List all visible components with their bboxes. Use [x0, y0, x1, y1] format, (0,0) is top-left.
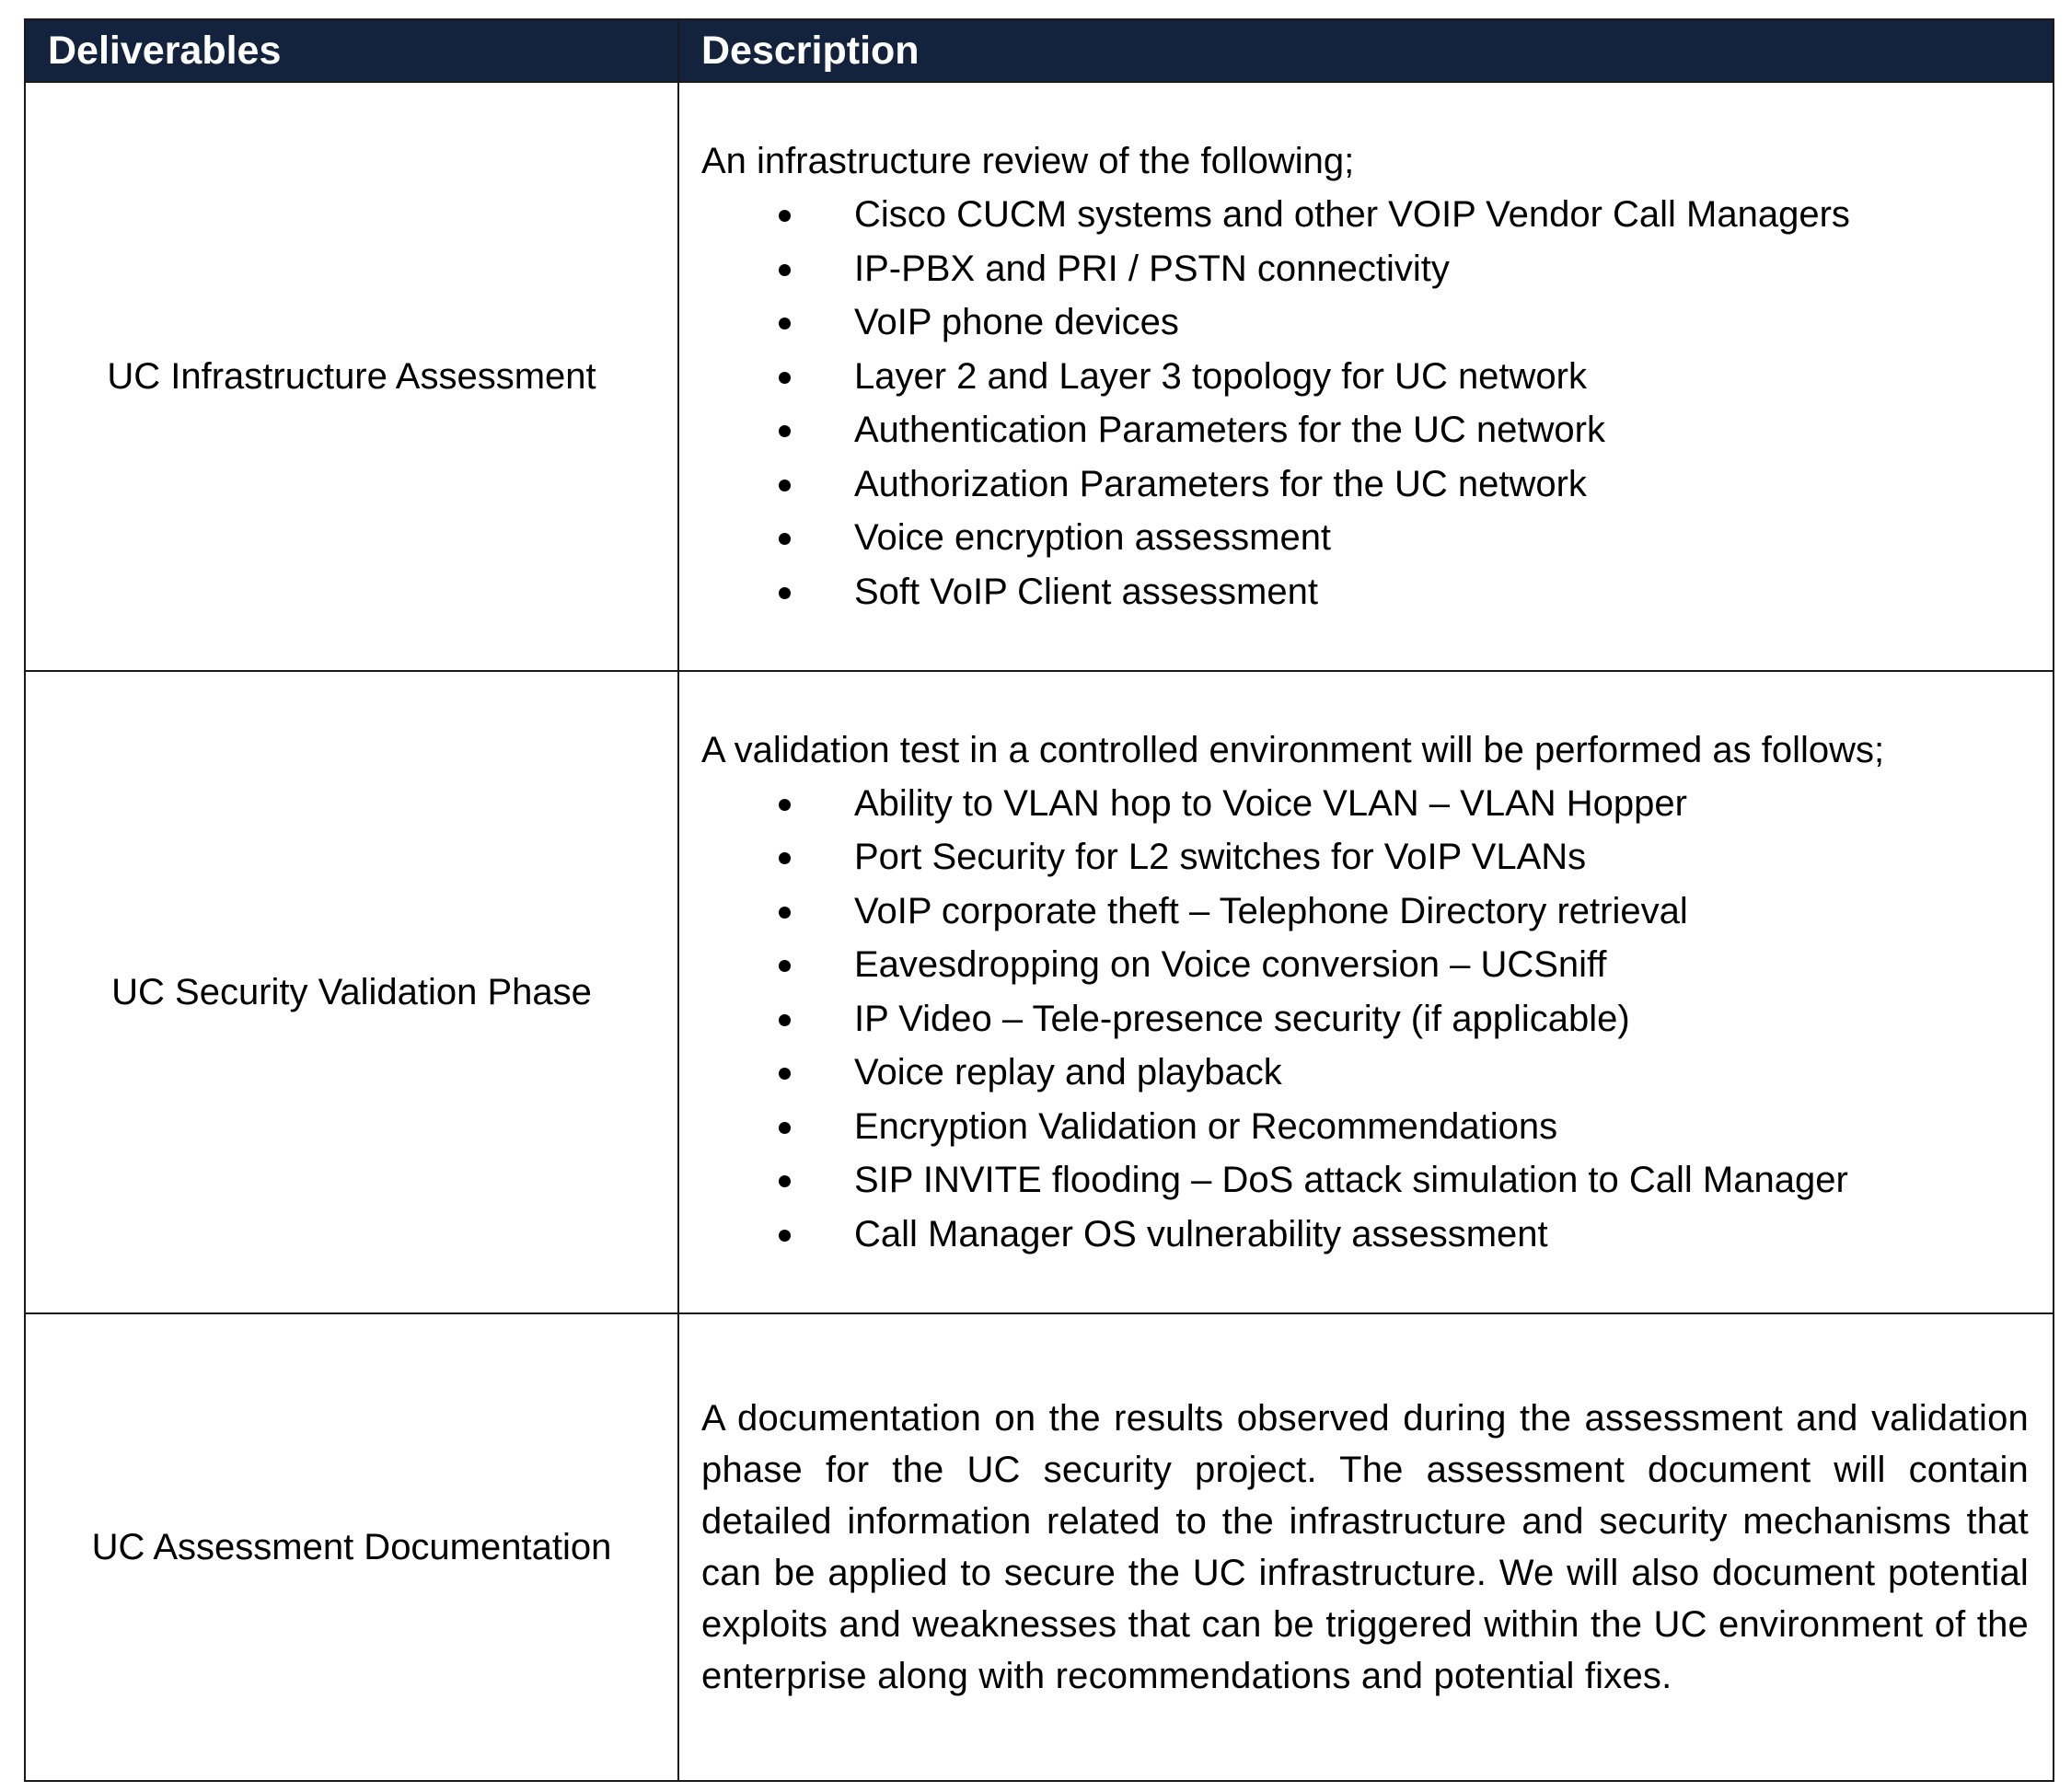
list-item — [701, 1153, 2029, 1208]
list-item-text: Authorization Parameters for the UC network — [854, 463, 1587, 504]
description-paragraph: A documentation on the results observed during the assessment and validation phase for the UC security project. The assessment document will contain detailed information related to the infrastructure and security mechanisms that can be applied to secure the UC infrastructure. We will also document potential exploits and weaknesses that can be triggered within the UC environment of the enterprise along with recommendations and potential fixes. — [701, 1398, 2029, 1696]
list-item — [701, 511, 2029, 565]
list-item — [701, 830, 2029, 884]
list-item-text: VoIP phone devices — [854, 302, 1179, 342]
deliverable-cell: UC Assessment Documentation — [25, 1313, 678, 1781]
deliverables-table — [24, 18, 2054, 1782]
table-row — [25, 82, 2054, 671]
bullet-icon — [779, 425, 791, 437]
bullet-icon — [779, 1068, 791, 1080]
list-item-text: Eavesdropping on Voice conversion – UCSniff — [854, 944, 1607, 986]
list-item-text: Voice encryption assessment — [854, 517, 1332, 558]
list-item — [701, 350, 2029, 404]
description-cell — [678, 1313, 2054, 1781]
table-row — [25, 1313, 2054, 1781]
list-item-text: Port Security for L2 switches for VoIP VLANs — [854, 837, 1587, 878]
list-item — [701, 1208, 2029, 1262]
bullet-icon — [779, 533, 791, 545]
list-item — [701, 188, 2029, 242]
deliverable-cell: UC Infrastructure Assessment — [25, 82, 678, 671]
list-item — [701, 1046, 2029, 1100]
list-item — [701, 565, 2029, 619]
description-intro: An infrastructure review of the following; — [701, 141, 1355, 181]
description-cell — [678, 82, 2054, 671]
bullet-icon — [779, 799, 791, 811]
bullet-list — [701, 188, 2029, 619]
bullet-icon — [779, 480, 791, 491]
bullet-icon — [779, 1014, 791, 1026]
list-item-text: SIP INVITE flooding – DoS attack simulation to Call Manager — [854, 1160, 1848, 1201]
bullet-icon — [779, 907, 791, 919]
list-item-text: Voice replay and playback — [854, 1052, 1282, 1093]
header-description: Description — [678, 19, 2054, 82]
list-item-text: IP Video – Tele-presence security (if applicable) — [854, 998, 1630, 1039]
bullet-icon — [779, 960, 791, 972]
list-item-text: Call Manager OS vulnerability assessment — [854, 1213, 1548, 1254]
list-item — [701, 938, 2029, 992]
list-item-text: Cisco CUCM systems and other VOIP Vendor Call Managers — [854, 194, 1850, 235]
bullet-icon — [779, 210, 791, 222]
list-item-text: Encryption Validation or Recommendations — [854, 1105, 1558, 1147]
list-item — [701, 242, 2029, 296]
bullet-icon — [779, 372, 791, 384]
deliverable-cell: UC Security Validation Phase — [25, 671, 678, 1313]
description-cell — [678, 671, 2054, 1313]
list-item-text: Soft VoIP Client assessment — [854, 571, 1318, 612]
list-item-text: Ability to VLAN hop to Voice VLAN – VLAN Hopper — [854, 782, 1687, 824]
list-item-text: VoIP corporate theft – Telephone Directory retrieval — [854, 890, 1688, 931]
bullet-icon — [779, 1122, 791, 1134]
header-row — [25, 19, 2054, 82]
table-header — [25, 19, 2054, 82]
list-item — [701, 1100, 2029, 1154]
bullet-icon — [779, 1230, 791, 1242]
bullet-icon — [779, 264, 791, 276]
list-item — [701, 777, 2029, 831]
bullet-icon — [779, 587, 791, 599]
header-deliverables: Deliverables — [25, 19, 678, 82]
bullet-list — [701, 777, 2029, 1262]
bullet-icon — [779, 852, 791, 864]
list-item — [701, 403, 2029, 457]
list-item — [701, 884, 2029, 939]
list-item-text: Layer 2 and Layer 3 topology for UC network — [854, 355, 1587, 397]
list-item — [701, 457, 2029, 512]
table-row — [25, 671, 2054, 1313]
list-item — [701, 295, 2029, 350]
list-item-text: IP-PBX and PRI / PSTN connectivity — [854, 248, 1450, 289]
description-intro: A validation test in a controlled environment will be performed as follows; — [701, 729, 1885, 770]
list-item — [701, 992, 2029, 1046]
bullet-icon — [779, 318, 791, 329]
list-item-text: Authentication Parameters for the UC network — [854, 410, 1605, 450]
bullet-icon — [779, 1175, 791, 1187]
